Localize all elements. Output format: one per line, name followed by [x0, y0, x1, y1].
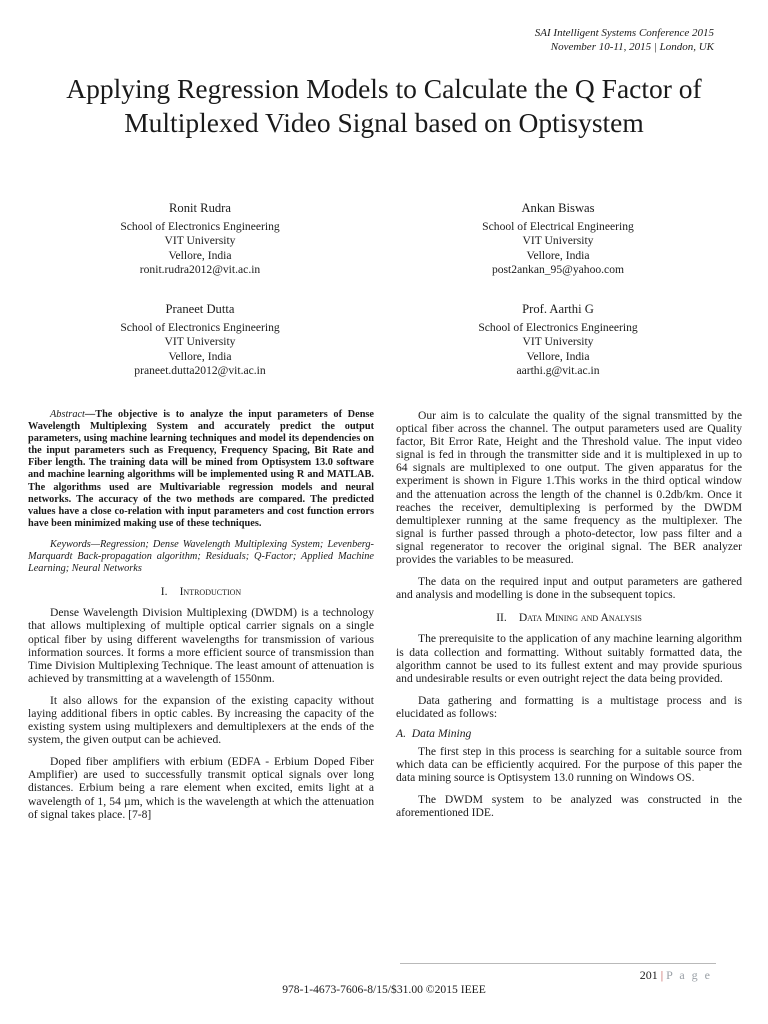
subsection-heading-data-mining	[396, 727, 742, 740]
page-word: P a g e	[666, 968, 712, 982]
paper-title: Applying Regression Models to Calculate the Q Factor of Multiplexed Video Signal based on Optisystem	[66, 73, 702, 138]
abstract-text: The objective is to analyze the input parameters of Dense Wavelength Multiplexing System and accurately predict the output parameters, using machine learning techniques and model its dependencies on the input parameters such as Frequency, Frequency Spacing, Bit Rate and Fiber length. The training data will be mined from Optisystem 13.0 software and machine learning algorithms will be implemented using R and MATLAB. The algorithms used are Multivariable regression models and neural networks. The accuracy of the two methods are compared. The predicted values have a close co-relation with input parameters and cost function errors have been minimized making use of these techniques.	[28, 409, 374, 529]
author-university: VIT University	[522, 234, 594, 248]
paragraph: The first step in this process is searching for a suitable source from which data can be efficiently acquired. For the purpose of this paper the data mining source is Optisystem 13.0 running on Windows OS.	[396, 745, 742, 785]
abstract-label: Abstract	[50, 409, 85, 420]
author-location: Vellore, India	[168, 349, 232, 363]
section-title: Data Mining and Analysis	[518, 611, 642, 625]
subsection-title: Data Mining	[411, 726, 472, 740]
abstract-dash: —	[84, 409, 96, 420]
right-column	[396, 409, 742, 820]
copyright-line: 978-1-4673-7606-8/15/$31.00 ©2015 IEEE	[282, 983, 486, 996]
author-name: Prof. Aarthi G	[522, 302, 594, 316]
paragraph: The data on the required input and output parameters are gathered and analysis and modelling is done in the subsequent topics.	[396, 575, 742, 602]
author-email: praneet.dutta2012@vit.ac.in	[134, 364, 266, 378]
section-heading-introduction	[28, 585, 374, 598]
author-email: post2ankan_95@yahoo.com	[491, 263, 625, 277]
subsection-label: A.	[396, 726, 406, 740]
author-school: School of Electrical Engineering	[482, 219, 634, 233]
paragraph: The DWDM system to be analyzed was constructed in the aforementioned IDE.	[396, 793, 742, 820]
author-location: Vellore, India	[168, 248, 232, 262]
conference-name: SAI Intelligent Systems Conference 2015	[534, 27, 714, 39]
page-separator: |	[660, 968, 664, 982]
author-block	[408, 201, 708, 278]
author-location: Vellore, India	[526, 248, 590, 262]
author-university: VIT University	[522, 335, 594, 349]
conference-header	[535, 26, 714, 54]
author-location: Vellore, India	[526, 349, 590, 363]
paragraph: Our aim is to calculate the quality of the signal transmitted by the optical fiber across the channel. The output parameters used are Quality factor, Bit Error Rate, Height and the Threshold value. The input video signal is fed in through the transmitter side and it is multiplexed in up to 64 signals are multiplexed to one output. The given apparatus for the experiment is shown in Figure 1.This works in the third optical window and the attenuation across the length of the channel is 0.2db/km. Once it reaches the receiver, demultiplexing is performed by the DWDM demultiplexer running at the same frequency as the multiplexer. The signal is further passed through a photo-detector, low pass filter and a signal regenerator to recover the original signal. The BER analyzer provides the variables to be measured.	[396, 409, 742, 567]
author-university: VIT University	[164, 234, 236, 248]
section-title: Introduction	[179, 585, 242, 599]
footer-rule	[400, 963, 716, 964]
author-school: School of Electronics Engineering	[120, 320, 280, 334]
author-block	[50, 302, 350, 379]
paragraph: It also allows for the expansion of the existing capacity without laying additional fibers in optic cables. By increasing the capacity of the existing system using multiplexers and demultiplexers at the ends of the system, the given output can be achieved.	[28, 693, 374, 747]
section-number: II.	[496, 611, 507, 625]
author-block	[50, 201, 350, 278]
author-block	[408, 302, 708, 379]
author-email: ronit.rudra2012@vit.ac.in	[139, 263, 261, 277]
keywords-dash: —	[90, 538, 100, 550]
author-name: Ankan Biswas	[521, 201, 595, 215]
page-number-value: 201	[639, 968, 658, 982]
author-school: School of Electronics Engineering	[120, 219, 280, 233]
keywords-text: Regression; Dense Wavelength Multiplexing System; Levenberg-Marquardt Back-propagation algorithm; Residuals; Q-Factor; Applied Machine Learning; Neural Networks	[28, 538, 374, 575]
paragraph: Data gathering and formatting is a multistage process and is elucidated as follows:	[396, 693, 742, 720]
paragraph: Doped fiber amplifiers with erbium (EDFA - Erbium Doped Fiber Amplifier) are used to successfully transmit optical signals over long distances. Erbium being a rare element when excited, emits light at a wavelength of 1, 54 µm, which is the wavelength at which the attenuation of signal takes place. [7-8]	[28, 755, 374, 821]
left-column	[28, 409, 374, 821]
section-number: I.	[160, 585, 168, 599]
conference-date-location: November 10-11, 2015 | London, UK	[550, 41, 714, 53]
page-number	[640, 968, 712, 983]
author-school: School of Electronics Engineering	[478, 320, 638, 334]
author-name: Ronit Rudra	[169, 201, 231, 215]
author-university: VIT University	[164, 335, 236, 349]
keywords	[28, 539, 374, 575]
keywords-label: Keywords	[50, 538, 91, 550]
author-email: aarthi.g@vit.ac.in	[516, 364, 600, 378]
section-heading-data-mining-analysis	[396, 611, 742, 624]
paragraph: Dense Wavelength Division Multiplexing (DWDM) is a technology that allows multiplexing of multiple optical carrier signals on a single optical fiber by using different wavelengths for transmission of various information sources. It forms a more efficient source of transmission than Time Division Multiplexing Technique. The least amount of attenuation is achieved by transmitting at a wavelength of 1550nm.	[28, 606, 374, 685]
author-name: Praneet Dutta	[165, 302, 235, 316]
abstract	[28, 409, 374, 530]
paragraph: The prerequisite to the application of any machine learning algorithm is data collection and formatting. Without suitably formatted data, the algorithm cannot be used to its fullest extent and may provide spurious and undesirable results or even outright reject the data being provided.	[396, 632, 742, 685]
